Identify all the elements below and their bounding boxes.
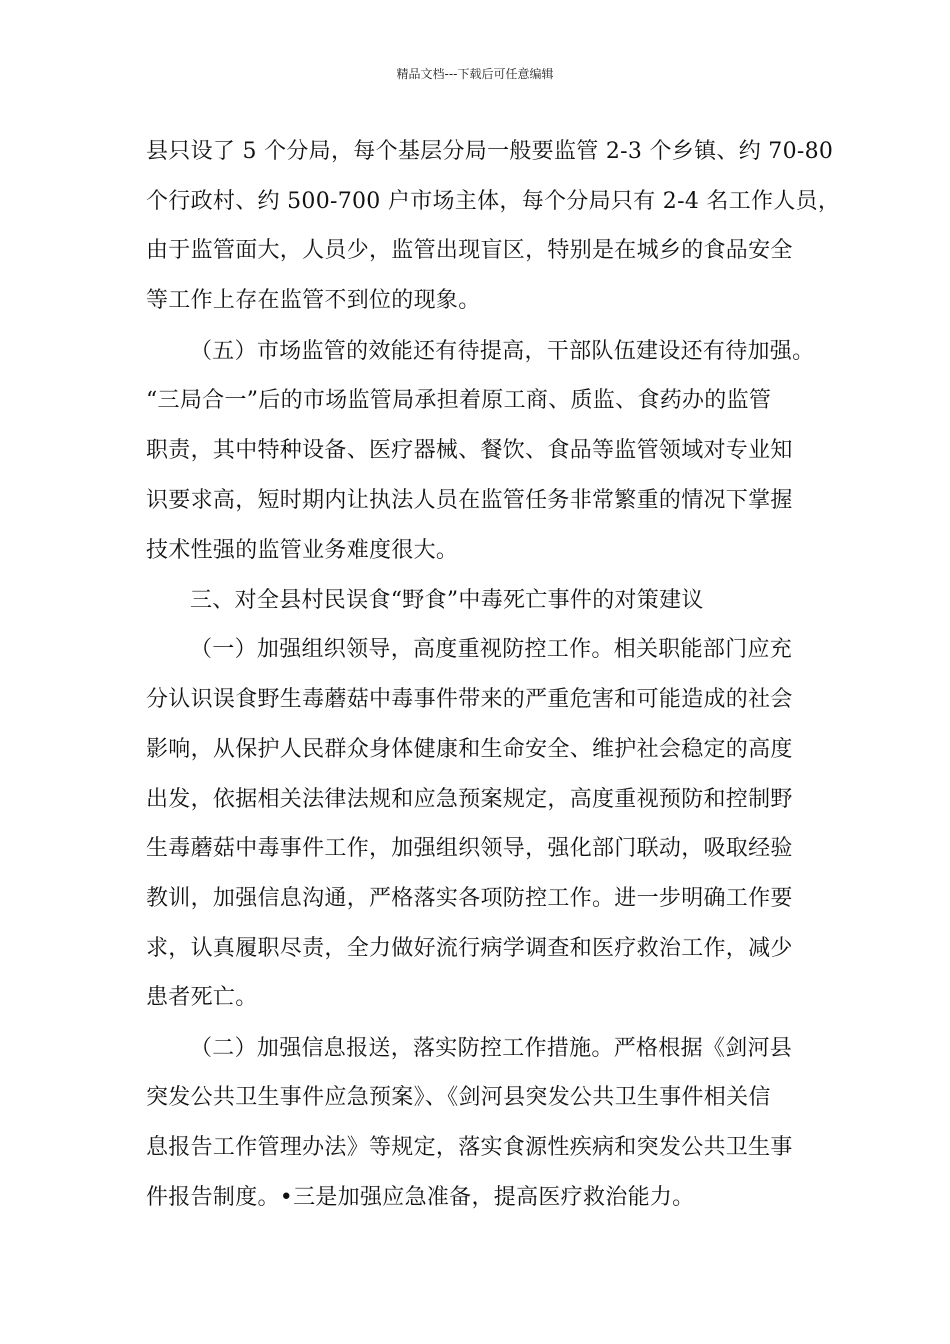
- text-line: 等工作上存在监管不到位的现象。: [146, 288, 481, 313]
- text-line: 求，认真履职尽责，全力做好流行病学调查和医疗救治工作，减少: [146, 936, 793, 961]
- text-line: 个行政村、约 500-700 户市场主体，每个分局只有 2-4 名工作人员，: [146, 189, 841, 214]
- paragraph-heading: （一）加强组织领导，高度重视防控工作。相关职能部门应充: [190, 637, 793, 662]
- text-line: 生毒蘑菇中毒事件工作，加强组织领导，强化部门联动，吸取经验: [146, 836, 793, 861]
- text-line: 突发公共卫生事件应急预案》、《剑河县突发公共卫生事件相关信: [146, 1085, 771, 1110]
- text-line: 影响，从保护人民群众身体健康和生命安全、维护社会稳定的高度: [146, 737, 793, 762]
- text-line: 分认识误食野生毒蘑菇中毒事件带来的严重危害和可能造成的社会: [146, 687, 793, 712]
- text-line: 件报告制度。•三是加强应急准备，提高医疗救治能力。: [146, 1185, 695, 1210]
- text-line: 技术性强的监管业务难度很大。: [146, 538, 459, 563]
- text-line: 出发，依据相关法律法规和应急预案规定，高度重视预防和控制野: [146, 787, 793, 812]
- text-line: 患者死亡。: [146, 985, 258, 1010]
- text-line: 县只设了 5 个分局，每个基层分局一般要监管 2-3 个乡镇、约 70-80: [146, 139, 834, 164]
- page-header: 精品文档---下载后可任意编辑: [396, 67, 554, 81]
- text-line: 由于监管面大，人员少，监管出现盲区，特别是在城乡的食品安全: [146, 238, 793, 263]
- text-line: 职责，其中特种设备、医疗器械、餐饮、食品等监管领域对专业知: [146, 438, 793, 463]
- text-line: 识要求高，短时期内让执法人员在监管任务非常繁重的情况下掌握: [146, 488, 793, 513]
- text-line: 教训，加强信息沟通，严格落实各项防控工作。进一步明确工作要: [146, 886, 793, 911]
- paragraph-heading: （二）加强信息报送，落实防控工作措施。严格根据《剑河县: [190, 1036, 793, 1061]
- text-line: “三局合一”后的市场监管局承担着原工商、质监、食药办的监管: [146, 388, 772, 413]
- paragraph-heading: （五）市场监管的效能还有待提高，干部队伍建设还有待加强。: [190, 339, 815, 364]
- text-line: 息报告工作管理办法》等规定，落实食源性疾病和突发公共卫生事: [146, 1135, 793, 1160]
- section-heading: 三、对全县村民误食“野食”中毒死亡事件的对策建议: [190, 588, 704, 613]
